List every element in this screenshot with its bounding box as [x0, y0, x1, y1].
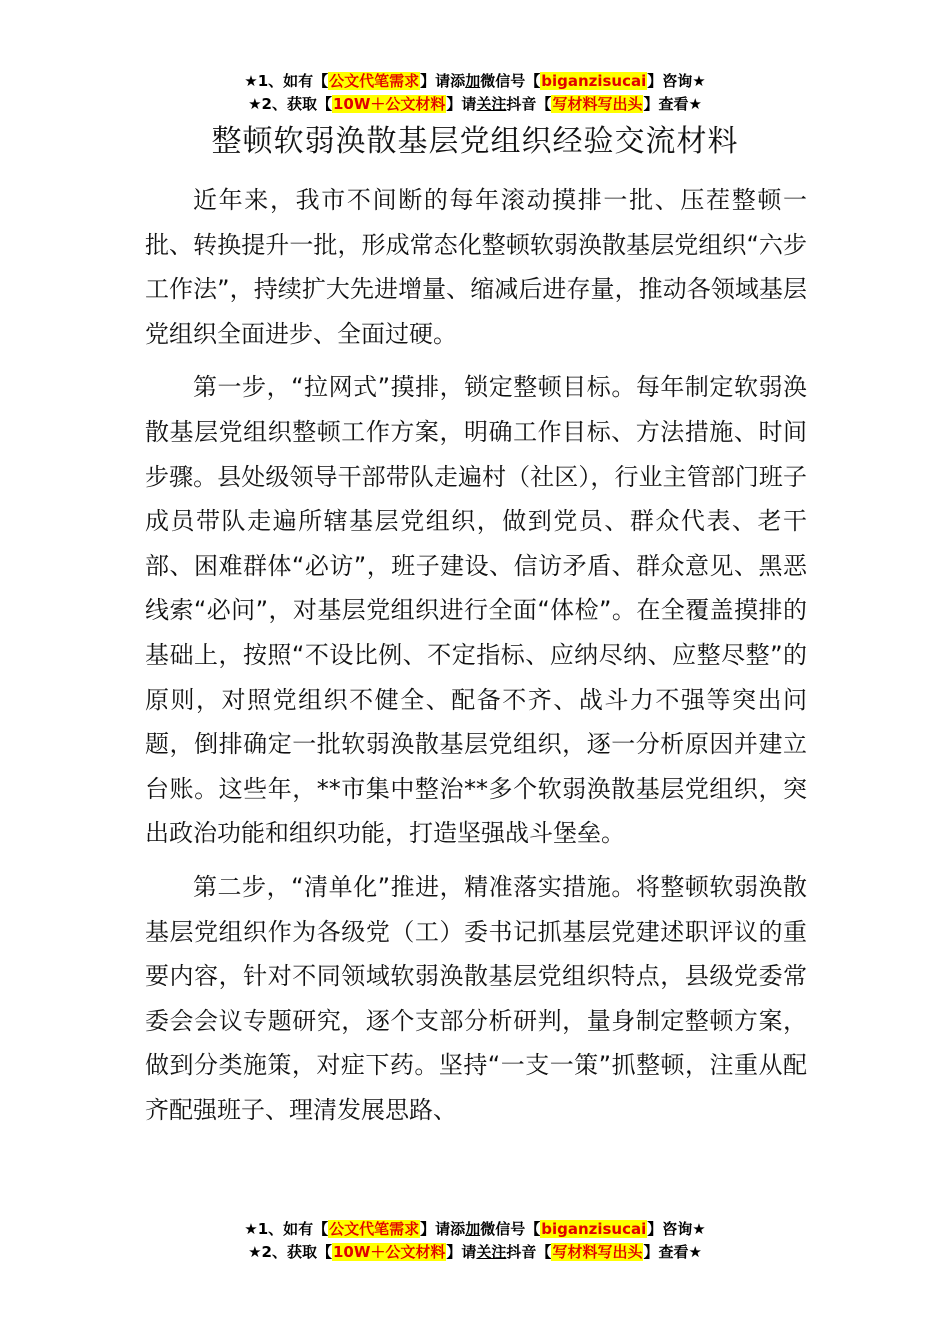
- footer-line-1-id: biganzisucai: [541, 1220, 647, 1238]
- footer-line-2-emph: 关注: [476, 1243, 507, 1261]
- footer-line-1: [0, 1218, 950, 1241]
- banner-line-1-tag: 公文代笔需求: [329, 72, 420, 90]
- banner-line-2-mid2: 抖音【: [506, 95, 552, 113]
- banner-line-1-id: biganzisucai: [541, 72, 647, 90]
- footer-line-2-tag: 10W＋公文材料: [332, 1243, 446, 1261]
- banner-line-1: [0, 70, 950, 93]
- footer-line-1-mid2: 微信号【: [480, 1220, 541, 1238]
- banner-line-2-id: 写材料写出头: [552, 95, 643, 113]
- document-body: [145, 178, 807, 1141]
- footer-line-2-suffix: 】查看★: [643, 1243, 702, 1261]
- footer-line-1-emph: 加: [465, 1220, 481, 1238]
- footer-line-2-mid2: 抖音【: [506, 1243, 552, 1261]
- footer-line-2: [0, 1241, 950, 1264]
- footer-line-2-prefix: ★2、获取【: [248, 1243, 332, 1261]
- paragraph-step-1: 第一步，“拉网式”摸排，锁定整顿目标。每年制定软弱涣散基层党组织整顿工作方案，明确工作目标、方法措施、时间步骤。县处级领导干部带队走遍村（社区），行业主管部门班子成员带队走遍所辖基层党组织，做到党员、群众代表、老干部、困难群体“必访”，班子建设、信访矛盾、群众意见、黑恶线索“必问”，对基层党组织进行全面“体检”。在全覆盖摸排的基础上，按照“不设比例、不定指标、应纳尽纳、应整尽整”的原则，对照党组织不健全、配备不齐、战斗力不强等突出问题，倒排确定一批软弱涣散基层党组织，逐一分析原因并建立台账。这些年，**市集中整治**多个软弱涣散基层党组织，突出政治功能和组织功能，打造坚强战斗堡垒。: [145, 373, 807, 848]
- banner-line-1-mid1: 】请添: [420, 72, 466, 90]
- header-banner: [0, 70, 950, 116]
- footer-banner: [0, 1218, 950, 1264]
- document-title: 整顿软弱涣散基层党组织经验交流材料: [211, 124, 739, 159]
- footer-line-2-id: 写材料写出头: [552, 1243, 643, 1261]
- footer-line-1-prefix: ★1、如有【: [244, 1220, 329, 1238]
- banner-line-1-suffix: 】咨询★: [647, 72, 706, 90]
- footer-line-2-mid1: 】请: [446, 1243, 477, 1261]
- banner-line-2: [0, 93, 950, 116]
- banner-line-2-prefix: ★2、获取【: [248, 95, 332, 113]
- footer-line-1-mid1: 】请添: [420, 1220, 466, 1238]
- banner-line-2-tag: 10W＋公文材料: [332, 95, 446, 113]
- footer-line-1-tag: 公文代笔需求: [329, 1220, 420, 1238]
- banner-line-2-suffix: 】查看★: [643, 95, 702, 113]
- banner-line-1-emph: 加: [465, 72, 481, 90]
- banner-line-1-prefix: ★1、如有【: [244, 72, 329, 90]
- banner-line-2-mid1: 】请: [446, 95, 477, 113]
- paragraph-intro: 近年来，我市不间断的每年滚动摸排一批、压茬整顿一批、转换提升一批，形成常态化整顿软弱涣散基层党组织“六步工作法”，持续扩大先进增量、缩减后进存量，推动各领域基层党组织全面进步、全面过硬。: [145, 186, 807, 348]
- banner-line-2-emph: 关注: [476, 95, 507, 113]
- paragraph-step-2: 第二步，“清单化”推进，精准落实措施。将整顿软弱涣散基层党组织作为各级党（工）委书记抓基层党建述职评议的重要内容，针对不同领域软弱涣散基层党组织特点，县级党委常委会会议专题研究，逐个支部分析研判，量身制定整顿方案，做到分类施策，对症下药。坚持“一支一策”抓整顿，注重从配齐配强班子、理清发展思路、: [145, 872, 807, 1124]
- banner-line-1-mid2: 微信号【: [480, 72, 541, 90]
- footer-line-1-suffix: 】咨询★: [647, 1220, 706, 1238]
